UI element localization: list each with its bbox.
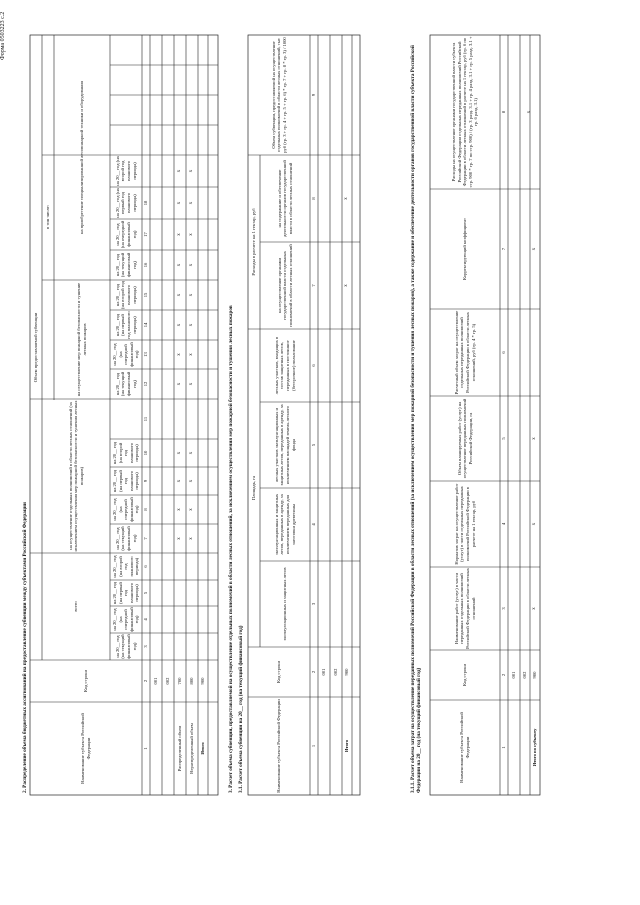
s311-colnum: 1 — [501, 746, 507, 749]
s311-colnum: 5 — [501, 437, 507, 440]
x-mark: x — [177, 201, 183, 205]
s2-colnum: 1 — [143, 747, 149, 750]
x-mark: x — [177, 382, 183, 386]
s3-exp-col-1: на осуществление органами государственной власти отдельных полномочий в области лесных отношений — [276, 244, 293, 327]
s3-col-code: Код строки — [276, 661, 282, 683]
s3-colnum: 2 — [311, 670, 317, 674]
x-mark: x — [177, 508, 183, 511]
s2-col-code: Код строки — [83, 670, 89, 692]
s311-colnum: 7 — [501, 247, 507, 251]
x-mark: x — [177, 537, 183, 540]
s3-area-col-3: лесных участков эксплуатационных и защитных лесов, переданных в аренду, за исключением площадей земель лесного фонда — [273, 404, 296, 486]
s2-volume-group: Объем предоставляемой субвенции — [33, 312, 39, 383]
s2-incl-group: в том числе: — [45, 205, 51, 229]
s2-colnum: 13 — [143, 352, 149, 357]
s2-a-year-1: на 20__ год (на текущий финансовый год) — [114, 526, 137, 551]
s2-year-1: на 20__ год (на текущий финансовый год) — [114, 634, 137, 659]
s2-colnum: 3 — [143, 645, 149, 648]
s3-colnum: 9 — [311, 93, 317, 97]
s2-b-year-1: на 20__ год (на текущий финансовый год) — [114, 371, 137, 397]
s2-c-year-2: на 20__ год (на очередной финансовый год) — [114, 220, 137, 249]
s2-year-3: на 20__ год (на первый год планового периода) — [112, 581, 140, 605]
s2-sub-a: на осуществление отдельных полномочий в области лесных отношений (за исключением осуществления мер пожарной безопасности и тушения лесных пожаров) — [67, 400, 84, 552]
s2-colnum: 4 — [143, 618, 149, 621]
s2-sub-b: на осуществление мер пожарной безопасности и тушение лесных пожаров — [76, 282, 87, 397]
x-mark: x — [344, 284, 350, 287]
s311-col-5: Объем планируемых работ (услуг) на осуществление переданных полномочий Российской Федерации, га — [456, 398, 473, 479]
x-mark: x — [189, 382, 195, 386]
s2-colnum: 12 — [143, 381, 149, 387]
s311-col-name: Наименование субъекта Российской Федерации — [459, 712, 470, 783]
x-mark: x — [177, 169, 183, 173]
s311-col-code: Код строки — [462, 664, 468, 686]
x-mark: x — [177, 451, 183, 455]
x-mark: x — [189, 263, 195, 267]
s311-row-code: 900 — [532, 671, 538, 679]
s2-row-code: 001 — [153, 677, 159, 685]
s2-a-year-2: на 20__ год (на очередной финансовый год) — [112, 497, 140, 522]
s2-c-year-1: на 20__ год (на текущий финансовый год) — [114, 252, 137, 278]
s2-b-year-3: на 20__ год (на первый год планового периода) — [114, 311, 137, 339]
x-mark: x — [189, 353, 195, 356]
x-mark: x — [532, 607, 538, 610]
s311-colnum: 3 — [501, 607, 507, 610]
s2-colnum: 14 — [143, 322, 149, 328]
section-3-title: 3. Расчет объема субвенции, предоставляемой на осуществление отдельных полномочий в области лесных отношений, за исключением осуществления мер пожарной безопасности и тушения лесных пожаров — [228, 305, 234, 793]
s2-row-code: 700 — [177, 677, 183, 685]
s2-colnum: 5 — [143, 591, 149, 595]
x-mark: x — [344, 197, 350, 200]
s2-colnum: 16 — [143, 262, 149, 268]
s3-area-col-4: лесных участков, входящих в состав защитных лесов, переданных в постоянное (бессрочное) пользование — [273, 336, 296, 395]
x-mark: x — [532, 522, 538, 526]
s2-year-4: на 20__ год (на второй год планового периода) — [112, 555, 140, 578]
x-mark: x — [189, 451, 195, 455]
s3-colnum: 7 — [311, 284, 317, 287]
s2-colnum: 11 — [143, 416, 149, 422]
s3-row-code: 001 — [321, 668, 327, 676]
x-mark: x — [527, 110, 533, 114]
s311-colnum: 4 — [501, 522, 507, 526]
s3-colnum: 8 — [311, 197, 317, 200]
x-mark: x — [532, 247, 538, 251]
x-mark: x — [189, 508, 195, 511]
s2-row-code: 800 — [189, 677, 195, 685]
section-2-title: 2. Распределение объема бюджетных ассигнований на предоставление субвенции между субъектами Российской Федерации — [22, 502, 28, 793]
s311-row-code: 001 — [511, 671, 517, 679]
s3-area-col-2: эксплуатационных и защитных лесов, переданных в аренду, за исключением переданных для заготовки древесины — [273, 493, 296, 556]
s311-colnum: 8 — [501, 110, 507, 114]
s2-row-label: Итого — [200, 742, 206, 755]
s2-a-year-3: на 20__ год (на первый год планового периода) — [112, 469, 140, 493]
s2-col-name: Наименование субъекта Российской Федерации — [80, 713, 91, 784]
x-mark: x — [532, 437, 538, 440]
s311-colnum: 6 — [501, 351, 507, 354]
s3-exp-col-2: на содержание и обеспечение деятельности органов государственной власти в области лесных отношений — [276, 160, 293, 237]
s2-total-group: всего — [73, 601, 79, 612]
s2-colnum: 9 — [143, 479, 149, 483]
x-mark: x — [189, 323, 195, 327]
s311-col-7: Корректирующий коэффициент — [462, 217, 468, 281]
s2-sub-c: на приобретение специализированной лесопожарной техники и оборудования — [79, 80, 85, 235]
form-code: Форма 0503223 с.2 — [0, 11, 6, 60]
s3-row-code: 002 — [333, 668, 339, 676]
s2-c-year-4: на 20__ год (на второй год планового периода) — [114, 156, 137, 186]
x-mark: x — [189, 479, 195, 483]
s3-colnum: 4 — [311, 523, 317, 526]
s2-row-code: 900 — [200, 677, 206, 685]
s3-area-group: Площадь, га — [251, 475, 257, 501]
s3-vol-col: Объем субвенции, предоставляемой на осуществление отдельных полномочий в области лесных отношений, тыс руб (гр. 3 + гр. 4 + гр. 5 + гр. 6) * гр. 7 + гр. 8 * гр. 3) / 1000 — [270, 37, 287, 153]
s311-col-3: Наименование работ (услуг) в части переданных отдельных полномочий Российской Федерации в области лесных отношений — [453, 568, 476, 649]
s311-col-4: Норматив затрат на осуществление работ (услуг) в части отдельных переданных полномочий Российской Федерации в расчете на 1 гектар, руб — [453, 483, 476, 565]
x-mark: x — [177, 323, 183, 327]
s2-year-2: на 20__ год (на очередной финансовый год) — [112, 607, 140, 632]
s311-colnum: 2 — [501, 673, 507, 677]
s3-colnum: 3 — [311, 602, 317, 606]
x-mark: x — [189, 293, 195, 297]
x-mark: x — [189, 201, 195, 205]
x-mark: x — [189, 537, 195, 540]
s2-a-year-4: на 20__ год (на второй год планового периода) — [112, 441, 140, 465]
x-mark: x — [177, 293, 183, 297]
s2-colnum: 6 — [143, 565, 149, 568]
s2-colnum: 8 — [143, 508, 149, 511]
s3-row-label: Итого — [344, 739, 350, 753]
s3-col-name: Наименование субъекта Российской Федерации — [276, 699, 282, 793]
x-mark: x — [177, 263, 183, 267]
s2-row-label: Распределенный объем — [177, 725, 183, 772]
s3-colnum: 5 — [311, 443, 317, 447]
s3-colnum: 1 — [311, 744, 317, 748]
s2-row-label: Нераспределенный объем — [189, 723, 195, 774]
s311-col-6: Расчетный объем затрат на осуществление отдельных переданных полномочий Российской Федерации в области лесных отношений, руб (гр. 4 * гр. 5) — [453, 310, 476, 395]
s311-row-code: 002 — [522, 671, 528, 679]
section-3-1-title: 3.1. Расчет объема субвенции на 20__ год (на текущий финансовый год) — [238, 625, 244, 793]
s2-b-year-2: на 20__ год (на очередной финансовый год) — [112, 342, 140, 367]
x-mark: x — [177, 479, 183, 483]
s2-colnum: 2 — [143, 679, 149, 683]
s3-area-col-1: эксплуатационных и защитных лесов — [282, 567, 288, 641]
s2-colnum: 15 — [143, 292, 149, 298]
x-mark: x — [189, 233, 195, 236]
s2-row-code: 002 — [165, 677, 171, 685]
section-3-1-1-title: 3.1.1. Расчет объема затрат на осуществление переданных полномочий Российской Федерации в области лесных отношений (за исключением осуществления мер пожарной безопасности и тушения лесных пожаров), а также содержание и обеспечение деятельности органов государственной власти субъекта Российской Федерации на 20__ год (на текущий финансовый год) — [410, 45, 423, 793]
s2-colnum: 10 — [143, 450, 149, 456]
s2-b-year-4: на 20__ год (на второй год планового периода) — [114, 281, 137, 309]
x-mark: x — [177, 353, 183, 356]
x-mark: x — [177, 233, 183, 236]
s2-c-year-3: на 20__ год (на первый год планового периода) — [114, 188, 137, 218]
s3-colnum: 6 — [311, 364, 317, 367]
s2-colnum: 18 — [143, 200, 149, 206]
s311-col-8: Расходы на осуществление органами государственной власти субъекта Российской Федерации отдельных переданных полномочий Российской Федерации в области лесных отношений в расчете на 1 гектар, руб (гр. 6 по стр. 900 * гр. 7 по стр. 900) / (гр. 3 разд. 3.1 + гр. 4 разд. 3.1 + гр. 5 разд. 3.1 + гр. 6 разд. 3.1) — [451, 36, 479, 188]
s3-exp-group: Расходы в расчете на 1 гектар, руб — [251, 208, 257, 276]
s311-row-label: Итого по субъекту — [532, 728, 538, 767]
s2-colnum: 17 — [143, 232, 149, 237]
s2-colnum: 7 — [143, 537, 149, 540]
x-mark: x — [189, 169, 195, 173]
s3-row-code: 900 — [344, 668, 350, 676]
